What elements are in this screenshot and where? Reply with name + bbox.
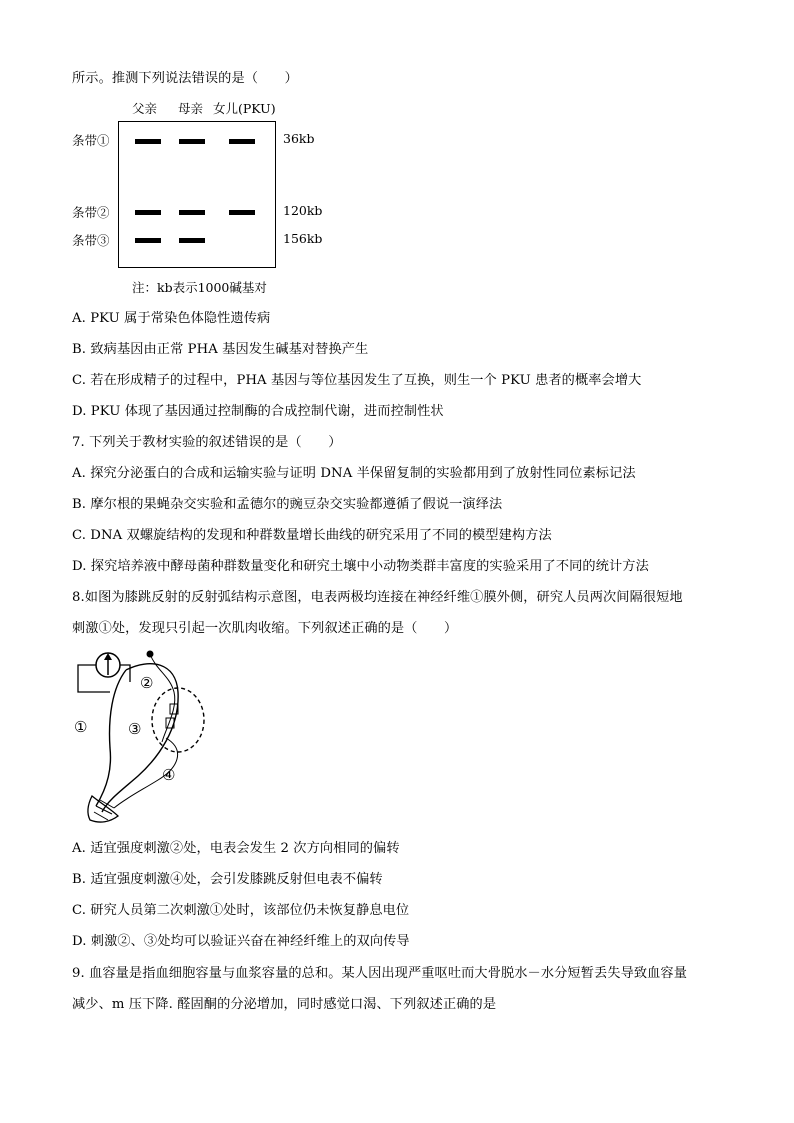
figure-label-2: ② (140, 674, 154, 692)
size-label-band3: 156kb (283, 231, 323, 246)
question-6-stem-tail: 所示。推测下列说法错误的是（ ） (72, 71, 298, 86)
row-label-band2: 条带② (72, 205, 110, 220)
gel-note: 注：kb表示1000碱基对 (132, 280, 267, 295)
q8-stem-line1: 8.如图为膝跳反射的反射弧结构示意图，电表两极均连接在神经纤维①膜外侧，研究人员两次间隔很短地 (72, 590, 683, 605)
figure-label-4: ④ (162, 766, 176, 784)
size-label-band1: 36kb (283, 131, 315, 146)
q6-option-a: A. PKU 属于常染色体隐性遗传病 (72, 311, 271, 326)
lane-label-mother: 母亲 (178, 101, 204, 116)
reflex-arc-figure (66, 648, 236, 828)
q7-option-b: B. 摩尔根的果蝇杂交实验和孟德尔的豌豆杂交实验都遵循了假说一演绎法 (72, 497, 503, 512)
band-daughter-row2 (229, 210, 255, 215)
band-daughter-row1 (229, 139, 255, 144)
band-father-row1 (135, 139, 161, 144)
band-father-row2 (135, 210, 161, 215)
figure-label-1: ① (74, 718, 88, 736)
q6-option-b: B. 致病基因由正常 PHA 基因发生碱基对替换产生 (72, 342, 369, 357)
band-father-row3 (135, 238, 161, 243)
q8-option-d: D. 刺激②、③处均可以验证兴奋在神经纤维上的双向传导 (72, 934, 410, 949)
q8-option-b: B. 适宜强度刺激④处，会引发膝跳反射但电表不偏转 (72, 872, 383, 887)
row-label-band3: 条带③ (72, 233, 110, 248)
q7-option-c: C. DNA 双螺旋结构的发现和种群数量增长曲线的研究采用了不同的模型建构方法 (72, 528, 552, 543)
q8-stem-line2: 刺激①处，发现只引起一次肌肉收缩。下列叙述正确的是（ ） (72, 621, 458, 636)
q7-stem: 7. 下列关于教材实验的叙述错误的是（ ） (72, 435, 342, 450)
lane-label-father: 父亲 (132, 101, 158, 116)
q6-option-c: C. 若在形成精子的过程中，PHA 基因与等位基因发生了互换，则生一个 PKU 患者的概率会增大 (72, 373, 642, 388)
band-mother-row2 (179, 210, 205, 215)
band-mother-row1 (179, 139, 205, 144)
q7-option-d: D. 探究培养液中酵母菌种群数量变化和研究土壤中小动物类群丰富度的实验采用了不同的统计方法 (72, 559, 649, 574)
q9-stem-line1: 9. 血容量是指血细胞容量与血浆容量的总和。某人因出现严重呕吐而大骨脱水－水分短暂丢失导致血容量 (72, 966, 688, 981)
q6-option-d: D. PKU 体现了基因通过控制酶的合成控制代谢，进而控制性状 (72, 404, 444, 419)
size-label-band2: 120kb (283, 203, 323, 218)
q7-option-a: A. 探究分泌蛋白的合成和运输实验与证明 DNA 半保留复制的实验都用到了放射性同位素标记法 (72, 466, 636, 481)
lane-label-daughter: 女儿(PKU) (213, 101, 276, 116)
row-label-band1: 条带① (72, 133, 110, 148)
figure-label-3: ③ (128, 720, 142, 738)
gel-frame (118, 121, 276, 268)
q9-stem-line2: 减少、m 压下降. 醛固酮的分泌增加，同时感觉口渴、下列叙述正确的是 (72, 997, 497, 1012)
band-mother-row3 (179, 238, 205, 243)
q8-option-a: A. 适宜强度刺激②处，电表会发生 2 次方向相同的偏转 (72, 841, 400, 856)
q8-option-c: C. 研究人员第二次刺激①处时，该部位仍未恢复静息电位 (72, 903, 410, 918)
